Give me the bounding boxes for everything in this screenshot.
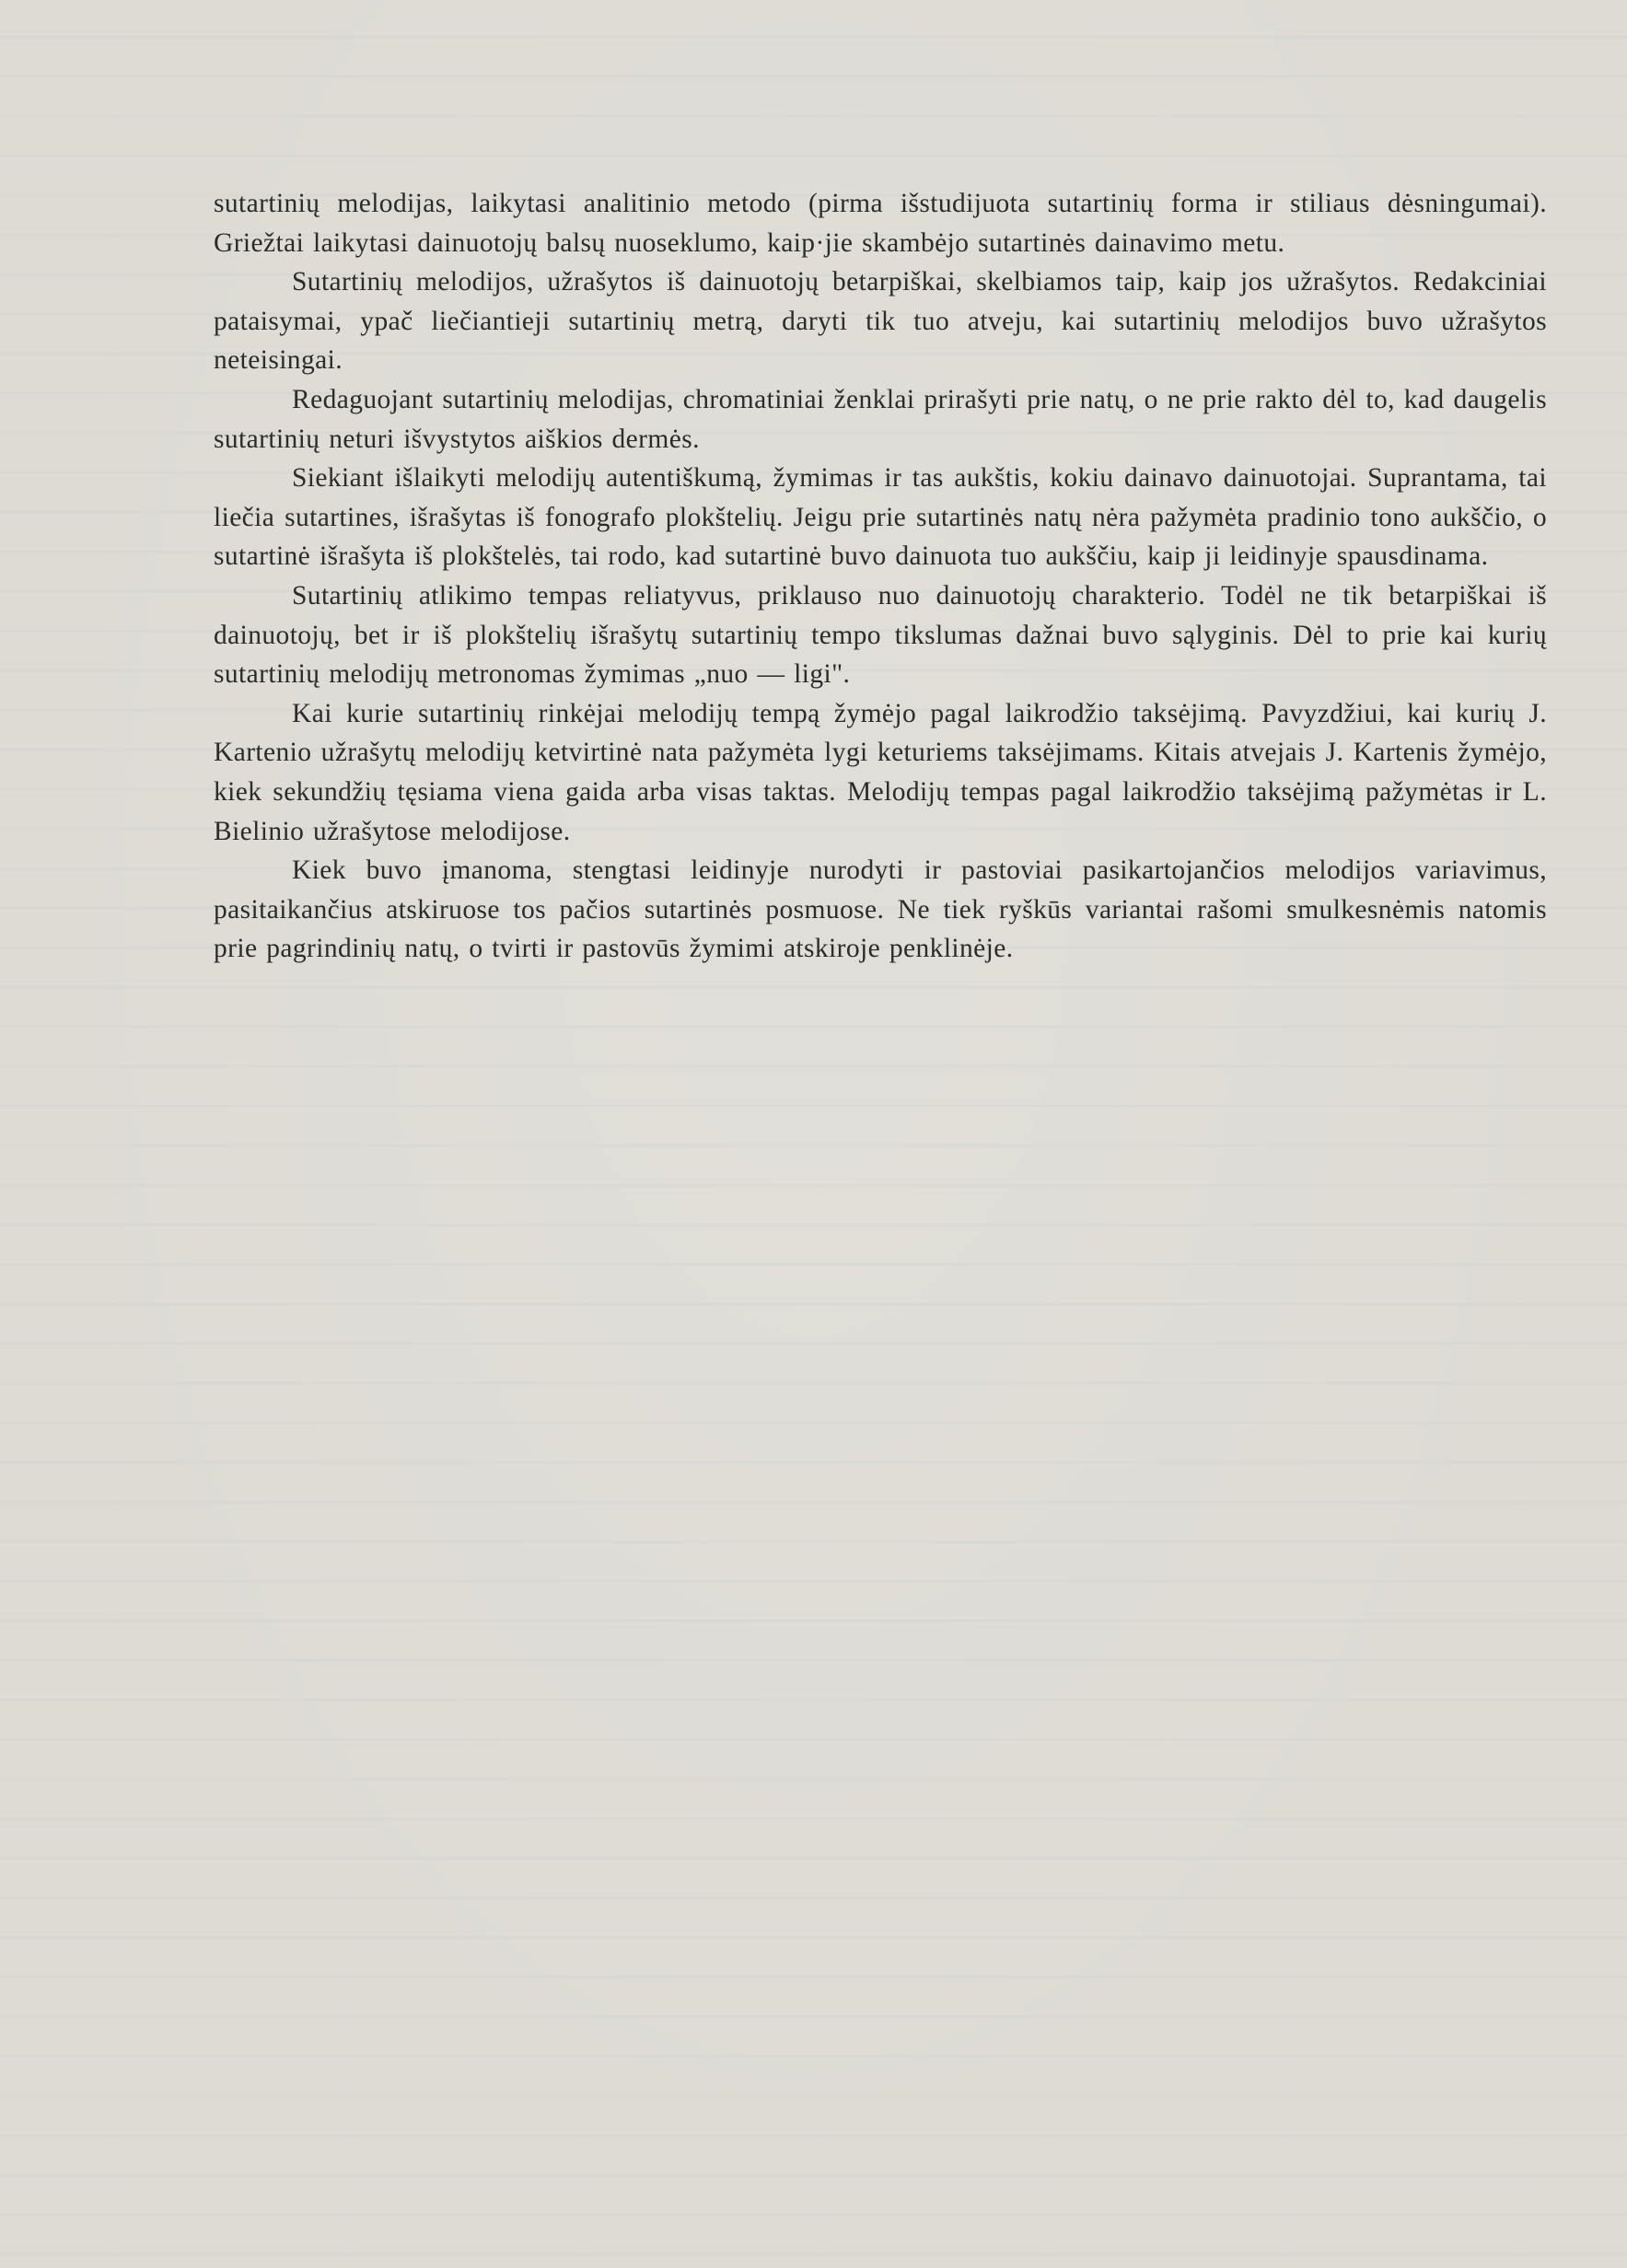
paragraph: Redaguojant sutartinių melodijas, chromatiniai ženklai prirašyti prie natų, o ne prie rakto dėl to, kad daugelis sutartinių neturi išvystytos aiškios dermės. — [214, 384, 1547, 454]
paragraph: Kiek buvo įmanoma, stengtasi leidinyje nurodyti ir pastoviai pasikartojančios melodijos variavimus, pasitaikančius atskiruose tos pačios sutartinės posmuose. Ne tiek ryškūs variantai rašomi smulkesnėmis natomis prie pagrindinių natų, o tvirti ir pastovūs žymimi atskiroje penklinėje. — [214, 855, 1547, 964]
paragraph: Kai kurie sutartinių rinkėjai melodijų tempą žymėjo pagal laikrodžio taksėjimą. Pavyzdžiui, kai kurių J. Kartenio užrašytų melodijų ketvirtinė nata pažymėta lygi keturiems taksėjimams. Kitais atvejais J. Kartenis žymėjo, kiek sekundžių tęsiama viena gaida arba visas taktas. Melodijų tempas pagal laikrodžio taksėjimą pažymėtas ir L. Bielinio užrašytose melodijose. — [214, 698, 1547, 846]
body-text — [214, 184, 1547, 969]
paragraph: sutartinių melodijas, laikytasi analitinio metodo (pirma išstudijuota sutartinių forma ir stiliaus dėsningumai). Griežtai laikytasi dainuotojų balsų nuoseklumo, kaip·jie skambėjo sutartinės dainavimo metu. — [214, 189, 1547, 258]
paragraph: Sutartinių melodijos, užrašytos iš dainuotojų betarpiškai, skelbiamos taip, kaip jos užrašytos. Redakciniai pataisymai, ypač liečiantieji sutartinių metrą, daryti tik tuo atveju, kai sutartinių melodijos buvo užrašytos neteisingai. — [214, 267, 1547, 376]
paragraph: Siekiant išlaikyti melodijų autentiškumą, žymimas ir tas aukštis, kokiu dainavo dainuotojai. Suprantama, tai liečia sutartines, išrašytas iš fonografo plokštelių. Jeigu prie sutartinės natų nėra pažymėta pradinio tono aukščio, o sutartinė išrašyta iš plokštelės, tai rodo, kad sutartinė buvo dainuota tuo aukščiu, kaip ji leidinyje spausdinama. — [214, 463, 1547, 572]
paragraph: Sutartinių atlikimo tempas reliatyvus, priklauso nuo dainuotojų charakterio. Todėl ne tik betarpiškai iš dainuotojų, bet ir iš plokštelių išrašytų sutartinių tempo tikslumas dažnai buvo sąlyginis. Dėl to prie kai kurių sutartinių melodijų metronomas žymimas „nuo — ligi". — [214, 580, 1547, 690]
